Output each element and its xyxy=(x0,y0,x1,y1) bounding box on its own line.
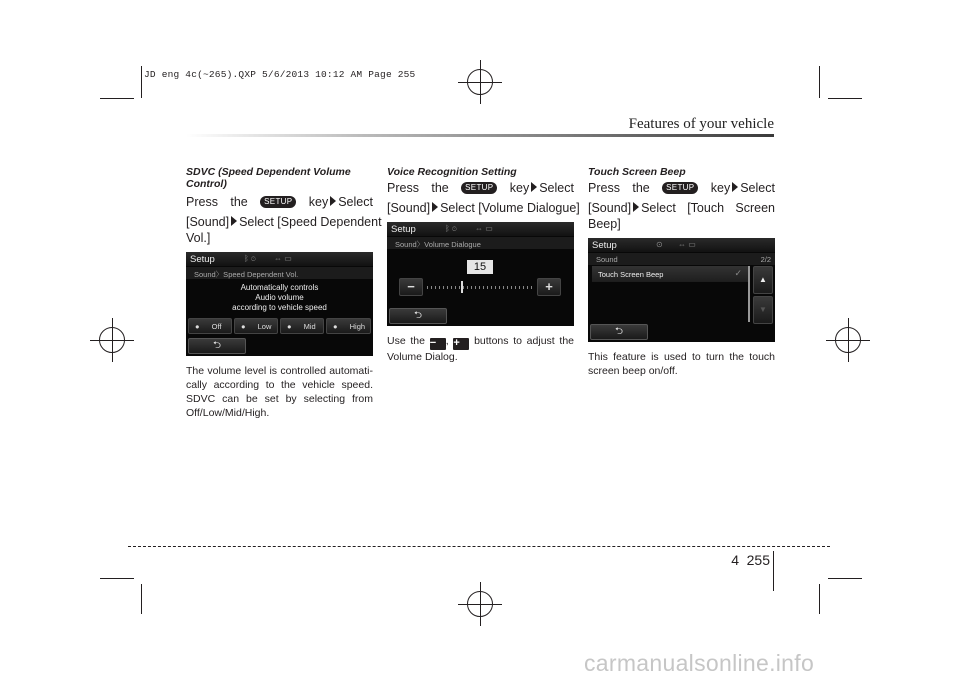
usb-icon: ⇔ ▭ xyxy=(475,224,493,233)
print-slug: JD eng 4c(~265).QXP 5/6/2013 10:12 AM Page 255 xyxy=(144,69,416,80)
crop-mark xyxy=(141,66,142,98)
page-indicator: 2/2 xyxy=(760,255,771,264)
volume-slider-thumb[interactable] xyxy=(461,281,463,293)
registration-mark-icon xyxy=(458,582,502,626)
watermark: carmanualsonline.info xyxy=(584,650,815,676)
registration-mark-icon xyxy=(458,60,502,104)
touch-beep-screen xyxy=(588,238,775,342)
volume-minus-button[interactable]: − xyxy=(399,278,423,296)
footer-rule xyxy=(128,546,830,547)
volume-plus-button[interactable]: + xyxy=(537,278,561,296)
option-low-button[interactable]: ● Low xyxy=(234,318,278,334)
triangle-right-icon xyxy=(732,182,738,192)
scroll-down-button[interactable]: ▼ xyxy=(753,296,773,324)
setup-key-badge: SETUP xyxy=(662,182,698,194)
breadcrumb: Sound 2/2 xyxy=(588,253,775,265)
breadcrumb: Sound〉Volume Dialogue xyxy=(387,237,574,249)
crop-mark xyxy=(828,578,862,579)
instruction-line: Press the SETUP key Select xyxy=(387,181,574,195)
plus-button-icon: + xyxy=(453,338,469,350)
setup-key-badge: SETUP xyxy=(461,182,497,194)
column-voice-recognition xyxy=(387,166,580,364)
screen-title: Setup xyxy=(186,252,373,266)
body-text: Use the − , + buttons to adjust the Volume Dialog. xyxy=(387,335,575,363)
volume-slider[interactable] xyxy=(427,286,533,289)
crop-mark xyxy=(828,98,862,99)
bluetooth-icon: ᛒ ⊙ xyxy=(445,224,457,233)
instruction-line: [Sound] Select [Touch Screen xyxy=(588,201,775,215)
instruction-line: Beep] xyxy=(588,217,621,231)
back-button[interactable]: ⮌ xyxy=(590,324,648,340)
triangle-right-icon xyxy=(633,202,639,212)
page-number-divider xyxy=(773,551,774,591)
page-number-value: 255 xyxy=(746,552,770,568)
option-off-button[interactable]: ● Off xyxy=(188,318,232,334)
triangle-right-icon xyxy=(531,182,537,192)
section-title: SDVC (Speed Dependent Volume Control) xyxy=(186,166,351,190)
body-text: The volume level is controlled automati-cally according to the vehicle speed. SDVC can be set by selecting from Off/Low/Mid/High. xyxy=(186,365,373,419)
usb-icon: ⇔ ▭ xyxy=(274,254,292,263)
section-title: Voice Recognition Setting xyxy=(387,166,517,178)
list-divider xyxy=(748,266,750,322)
body-text: This feature is used to turn the touch screen beep on/off. xyxy=(588,351,775,377)
screen-title: Setup xyxy=(387,222,574,236)
crop-mark xyxy=(819,584,820,614)
header-rule xyxy=(186,134,774,137)
triangle-right-icon xyxy=(231,216,237,226)
scroll-up-button[interactable]: ▲ xyxy=(753,266,773,294)
registration-mark-icon xyxy=(826,318,870,362)
section-header: Features of your vehicle xyxy=(628,116,774,132)
checkbox-icon[interactable]: ✓ xyxy=(734,268,742,278)
breadcrumb: Sound〉Speed Dependent Vol. xyxy=(186,267,373,279)
crop-mark xyxy=(819,66,820,98)
section-title: Touch Screen Beep xyxy=(588,166,686,178)
minus-button-icon: − xyxy=(430,338,446,350)
crop-mark xyxy=(141,584,142,614)
column-touch-screen-beep xyxy=(588,166,775,378)
instruction-line: Press the SETUP key Select xyxy=(588,181,775,195)
screen-title: Setup xyxy=(588,238,775,252)
crop-mark xyxy=(100,98,134,99)
chapter-number: 4 xyxy=(731,552,739,568)
bluetooth-icon: ⊙ xyxy=(656,240,663,249)
back-button[interactable]: ⮌ xyxy=(188,338,246,354)
option-mid-button[interactable]: ● Mid xyxy=(280,318,324,334)
instruction-line: [Sound] Select [Volume Dialogue] xyxy=(387,201,580,215)
sdvc-message: Automatically controls Audio volume according to vehicle speed xyxy=(232,283,327,312)
usb-icon: ⇔ ▭ xyxy=(678,240,696,249)
option-high-button[interactable]: ● High xyxy=(326,318,371,334)
registration-mark-icon xyxy=(90,318,134,362)
instruction-line: Press the SETUP key Select xyxy=(186,195,373,209)
touch-beep-item[interactable]: Touch Screen Beep ✓ xyxy=(592,266,748,282)
sdvc-screen xyxy=(186,252,373,356)
volume-value: 15 xyxy=(467,260,493,274)
triangle-right-icon xyxy=(432,202,438,212)
back-button[interactable]: ⮌ xyxy=(389,308,447,324)
crop-mark xyxy=(100,578,134,579)
bluetooth-icon: ᛒ ⊙ xyxy=(244,254,256,263)
triangle-right-icon xyxy=(330,196,336,206)
volume-dialogue-screen xyxy=(387,222,574,326)
instruction-line: Vol.] xyxy=(186,231,211,245)
column-sdvc xyxy=(186,166,382,420)
setup-key-badge: SETUP xyxy=(260,196,296,208)
instruction-line: [Sound] Select [Speed Dependent xyxy=(186,215,382,229)
